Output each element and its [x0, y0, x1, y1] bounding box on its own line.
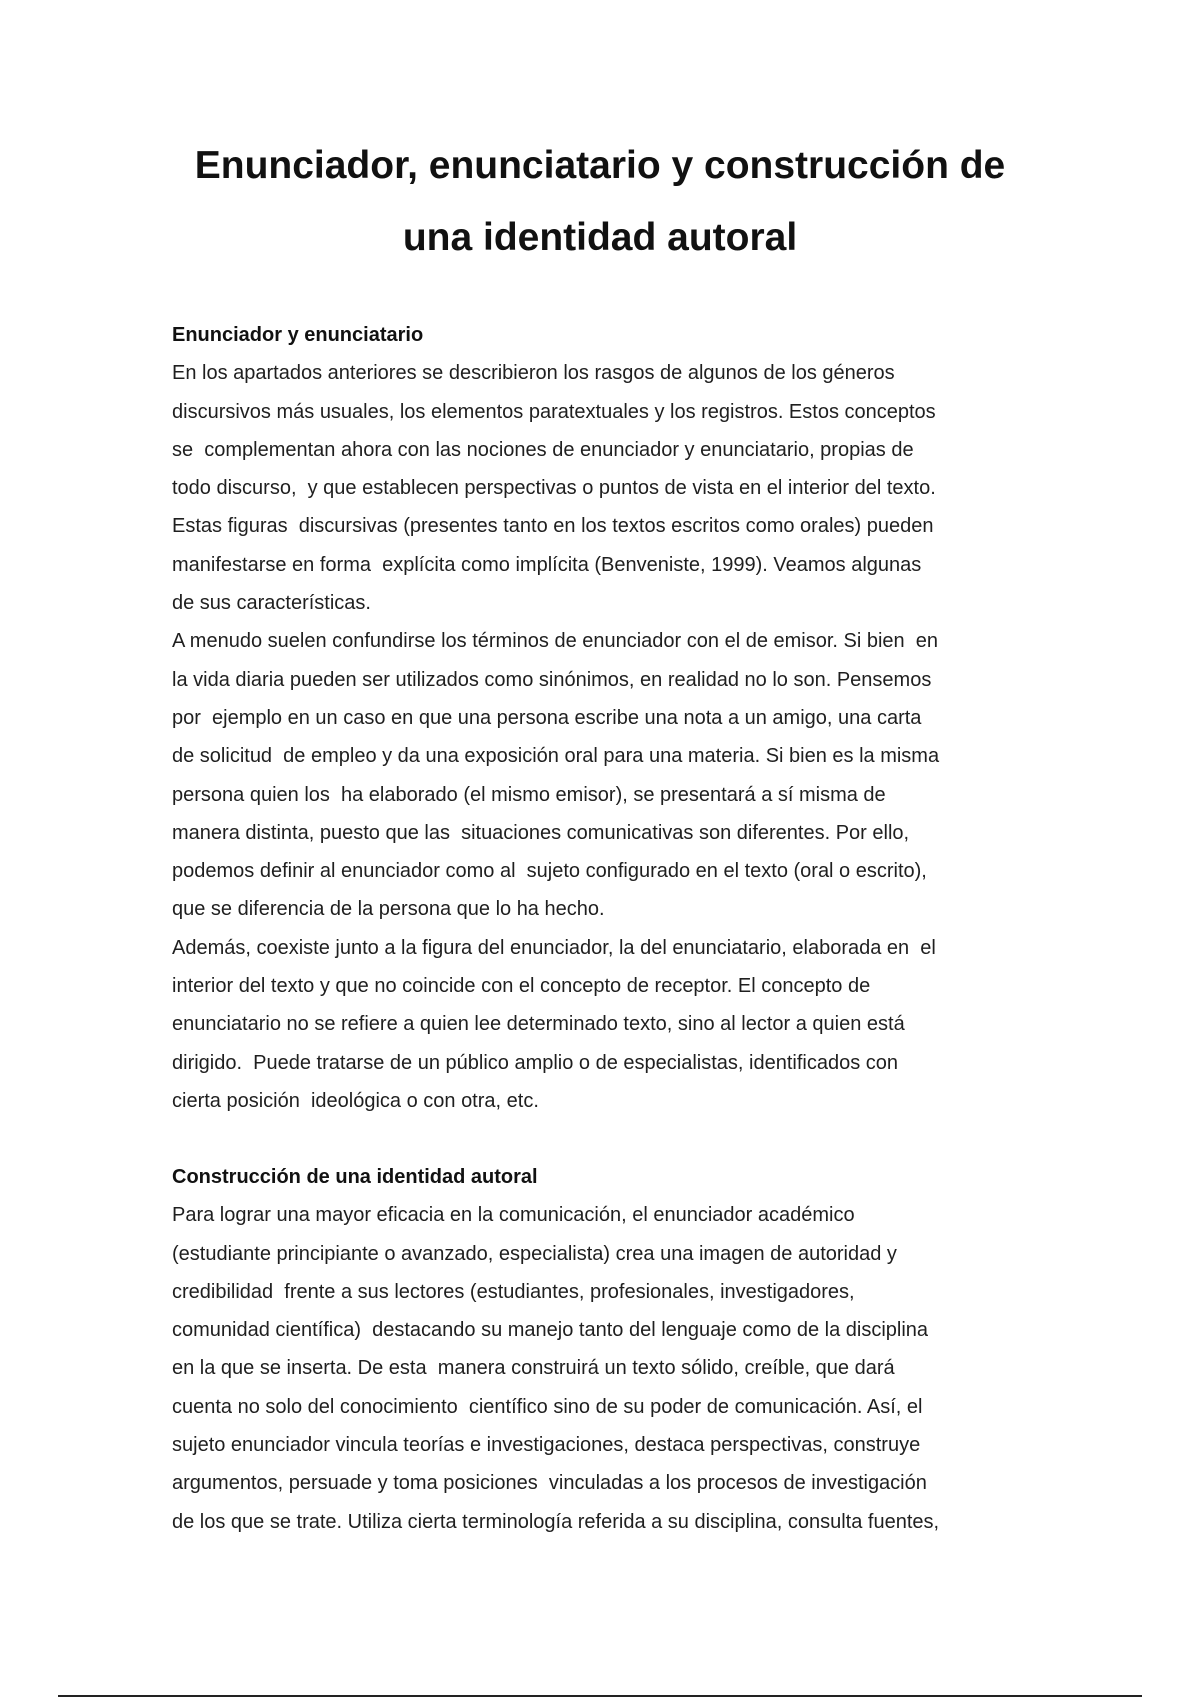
- text-line: por ejemplo en un caso en que una persona escribe una nota a un amigo, una carta: [172, 706, 922, 729]
- section-heading: Enunciador y enunciatario: [172, 324, 424, 346]
- text-line: (estudiante principiante o avanzado, especialista) crea una imagen de autoridad y: [172, 1242, 897, 1265]
- title-line: una identidad autoral: [402, 216, 798, 259]
- text-line: de solicitud de empleo y da una exposición oral para una materia. Si bien es la misma: [172, 745, 940, 768]
- text-line: Estas figuras discursivas (presentes tanto en los textos escritos como orales) pueden: [172, 515, 934, 538]
- text-line: que se diferencia de la persona que lo ha hecho.: [172, 898, 605, 921]
- text-line: enunciatario no se refiere a quien lee determinado texto, sino al lector a quien está: [172, 1013, 905, 1036]
- section-body: [172, 354, 1052, 1120]
- text-line: interior del texto y que no coincide con el concepto de receptor. El concepto de: [172, 975, 871, 998]
- document-title: [150, 130, 1050, 274]
- section-identidad-autoral: [172, 1158, 1052, 1541]
- text-line: A menudo suelen confundirse los términos de enunciador con el de emisor. Si bien en: [172, 630, 939, 653]
- text-line: credibilidad frente a sus lectores (estudiantes, profesionales, investigadores,: [172, 1280, 855, 1303]
- section-heading: Construcción de una identidad autoral: [172, 1166, 538, 1188]
- text-line: Para lograr una mayor eficacia en la comunicación, el enunciador académico: [172, 1204, 855, 1227]
- text-line: cierta posición ideológica o con otra, etc.: [172, 1089, 539, 1112]
- text-line: de los que se trate. Utiliza cierta terminología referida a su disciplina, consulta fuentes,: [172, 1510, 940, 1533]
- footer-divider: [58, 1695, 1142, 1697]
- text-line: podemos definir al enunciador como al sujeto configurado en el texto (oral o escrito),: [172, 860, 927, 883]
- text-line: discursivos más usuales, los elementos paratextuales y los registros. Estos conceptos: [172, 400, 936, 423]
- text-line: todo discurso, y que establecen perspectivas o puntos de vista en el interior del texto.: [172, 477, 936, 500]
- text-line: persona quien los ha elaborado (el mismo emisor), se presentará a sí misma de: [172, 783, 886, 806]
- text-line: manifestarse en forma explícita como implícita (Benveniste, 1999). Veamos algunas: [172, 553, 922, 576]
- text-line: en la que se inserta. De esta manera construirá un texto sólido, creíble, que dará: [172, 1357, 895, 1380]
- text-line: manera distinta, puesto que las situaciones comunicativas son diferentes. Por ello,: [172, 821, 910, 844]
- text-line: sujeto enunciador vincula teorías e investigaciones, destaca perspectivas, construye: [172, 1434, 921, 1457]
- text-line: se complementan ahora con las nociones de enunciador y enunciatario, propias de: [172, 438, 914, 461]
- text-line: En los apartados anteriores se describieron los rasgos de algunos de los géneros: [172, 362, 895, 385]
- section-enunciador-enunciatario: [172, 316, 1052, 1120]
- title-line: Enunciador, enunciatario y construcción de: [194, 144, 1006, 187]
- text-line: de sus características.: [172, 592, 371, 615]
- text-line: la vida diaria pueden ser utilizados como sinónimos, en realidad no lo son. Pensemos: [172, 668, 932, 691]
- text-line: comunidad científica) destacando su manejo tanto del lenguaje como de la disciplina: [172, 1319, 929, 1342]
- text-line: cuenta no solo del conocimiento científico sino de su poder de comunicación. Así, el: [172, 1395, 923, 1418]
- section-body: [172, 1196, 1052, 1541]
- text-line: Además, coexiste junto a la figura del enunciador, la del enunciatario, elaborada en el: [172, 936, 936, 959]
- text-line: argumentos, persuade y toma posiciones vinculadas a los procesos de investigación: [172, 1472, 927, 1495]
- text-line: dirigido. Puede tratarse de un público amplio o de especialistas, identificados con: [172, 1051, 898, 1074]
